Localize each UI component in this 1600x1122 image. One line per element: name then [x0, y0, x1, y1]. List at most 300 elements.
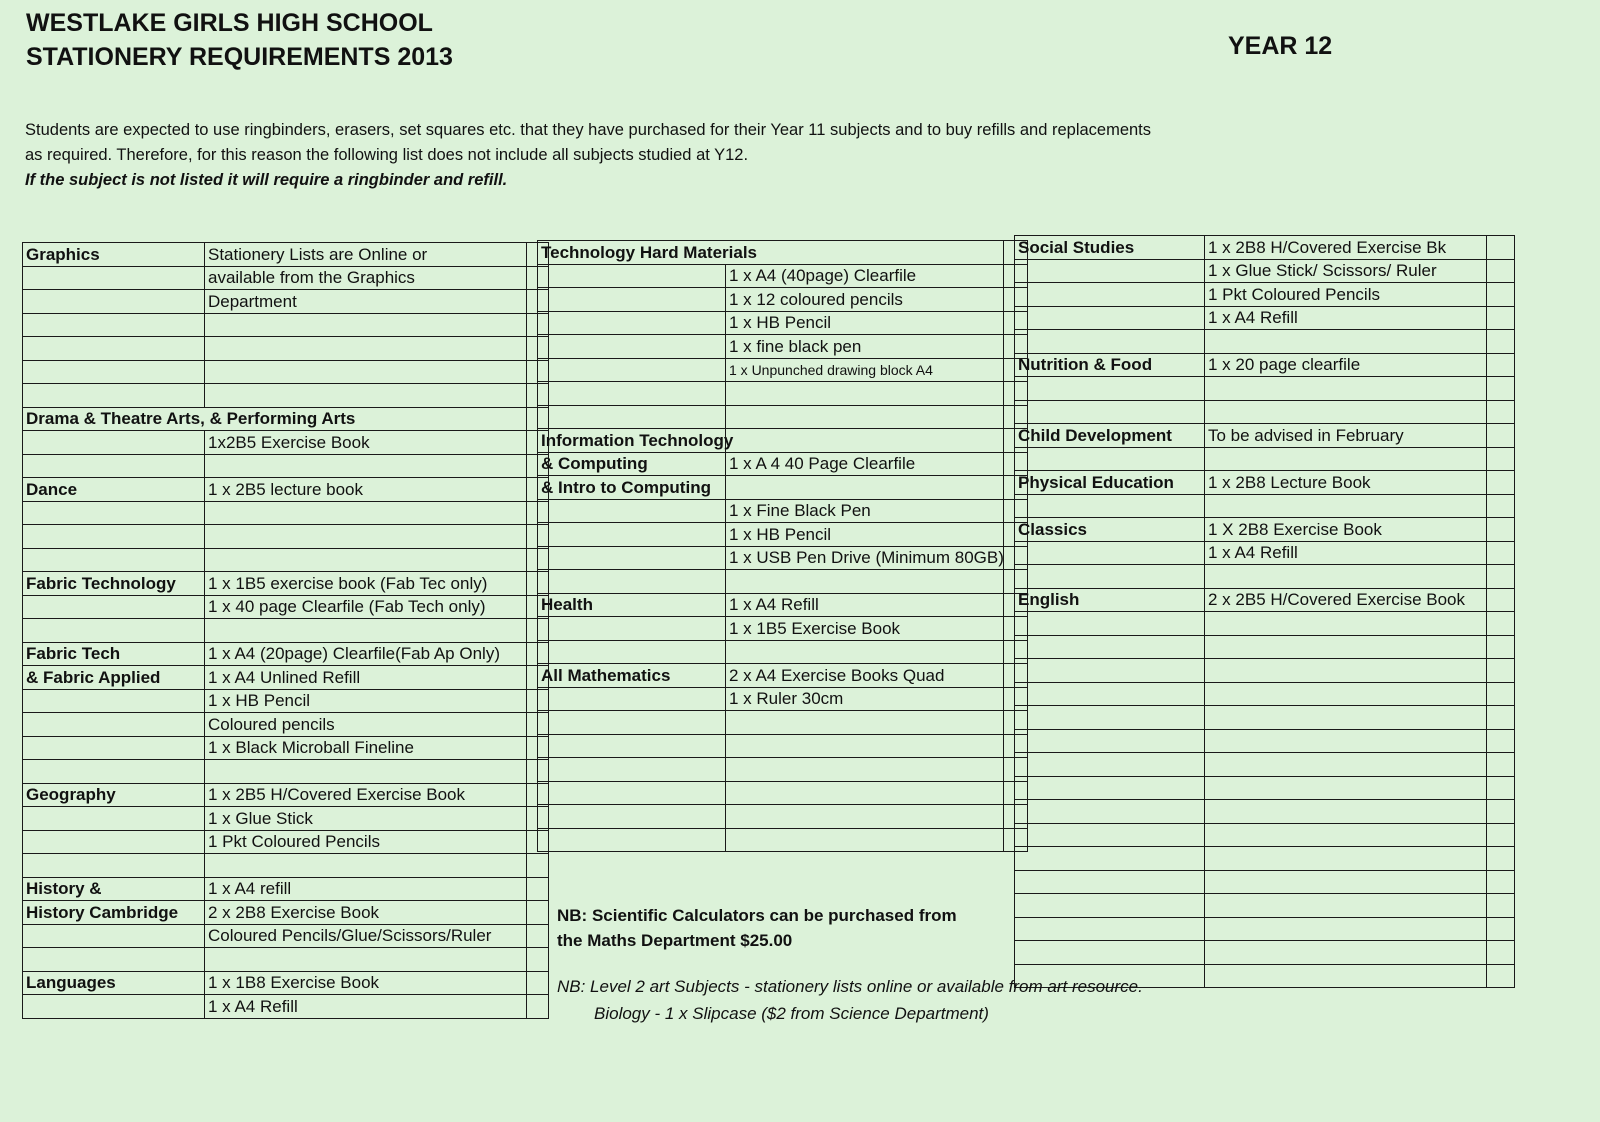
table-row	[1015, 306, 1515, 330]
blank-cell	[1487, 565, 1515, 589]
table-row	[538, 499, 1028, 523]
table-row	[23, 548, 549, 572]
subject-cell	[1015, 894, 1205, 918]
table-row	[23, 360, 549, 384]
blank-cell	[1487, 870, 1515, 894]
subject-cell	[1015, 917, 1205, 941]
intro-line-1: Students are expected to use ringbinders, erasers, set squares etc. that they have purchased for their Year 11 subjects and to buy refills and replacements	[25, 121, 1152, 139]
item-cell: 1 Pkt Coloured Pencils	[205, 830, 527, 854]
subject-cell	[1015, 306, 1205, 330]
table-row	[1015, 259, 1515, 283]
item-cell	[726, 570, 1004, 594]
item-cell	[726, 781, 1004, 805]
subject-cell	[23, 313, 205, 337]
subject-cell	[538, 523, 726, 547]
table-row	[1015, 612, 1515, 636]
item-cell: 1 x 2B5 H/Covered Exercise Book	[205, 783, 527, 807]
item-cell: 1 x Ruler 30cm	[726, 687, 1004, 711]
item-cell	[1205, 494, 1487, 518]
table-row	[1015, 283, 1515, 307]
table-row	[23, 924, 549, 948]
item-cell: 1 x USB Pen Drive (Minimum 80GB)	[726, 546, 1004, 570]
item-cell: 2 x 2B8 Exercise Book	[205, 901, 527, 925]
table-row	[1015, 682, 1515, 706]
table-row	[1015, 635, 1515, 659]
subject-cell	[538, 358, 726, 382]
table-row	[23, 689, 549, 713]
item-cell	[205, 948, 527, 972]
blank-cell	[527, 877, 549, 901]
item-cell: 2 x A4 Exercise Books Quad	[726, 664, 1004, 688]
table-row	[1015, 941, 1515, 965]
calculator-note-line-1: NB: Scientific Calculators can be purchased from	[557, 906, 957, 925]
item-cell	[1205, 635, 1487, 659]
table-row	[538, 335, 1028, 359]
item-cell	[1205, 330, 1487, 354]
table-row	[23, 407, 549, 431]
subject-cell: Dance	[23, 478, 205, 502]
subject-cell	[1015, 706, 1205, 730]
blank-cell	[1487, 588, 1515, 612]
item-cell	[1205, 400, 1487, 424]
subject-cell: & Intro to Computing	[538, 476, 726, 500]
subject-cell	[538, 758, 726, 782]
biology-note: Biology - 1 x Slipcase ($2 from Science Department)	[594, 1004, 989, 1023]
subject-cell	[23, 384, 205, 408]
table-row	[538, 758, 1028, 782]
subject-cell	[23, 854, 205, 878]
blank-cell	[1487, 847, 1515, 871]
table-row	[1015, 847, 1515, 871]
item-cell	[1205, 377, 1487, 401]
subject-cell	[538, 734, 726, 758]
item-cell: 1 x Glue Stick	[205, 807, 527, 831]
table-row	[1015, 518, 1515, 542]
subject-cell	[538, 828, 726, 852]
list-title: STATIONERY REQUIREMENTS 2013	[26, 43, 453, 71]
school-name: WESTLAKE GIRLS HIGH SCHOOL	[26, 9, 433, 37]
subject-cell	[23, 619, 205, 643]
table-row	[1015, 471, 1515, 495]
subject-cell	[538, 405, 726, 429]
table-row	[23, 572, 549, 596]
item-cell: 1 x A4 (20page) Clearfile(Fab Ap Only)	[205, 642, 527, 666]
item-cell	[205, 854, 527, 878]
table-row	[538, 288, 1028, 312]
table-row	[1015, 236, 1515, 260]
table-row	[538, 452, 1028, 476]
subject-cell: History &	[23, 877, 205, 901]
subject-cell: Technology Hard Materials	[538, 241, 1004, 265]
table-row	[538, 734, 1028, 758]
subject-cell: Health	[538, 593, 726, 617]
subject-cell	[1015, 729, 1205, 753]
intro-line-3: If the subject is not listed it will require a ringbinder and refill.	[25, 171, 508, 189]
subject-cell	[1015, 800, 1205, 824]
item-cell: 1 Pkt Coloured Pencils	[1205, 283, 1487, 307]
blank-cell	[1487, 353, 1515, 377]
subject-cell	[23, 454, 205, 478]
table-row	[23, 666, 549, 690]
item-cell: To be advised in February	[1205, 424, 1487, 448]
subject-cell	[1015, 870, 1205, 894]
item-cell: 1 x 2B8 Lecture Book	[1205, 471, 1487, 495]
subject-cell	[538, 335, 726, 359]
subject-cell	[1015, 635, 1205, 659]
table-row	[23, 877, 549, 901]
item-cell	[1205, 753, 1487, 777]
item-cell: 1 x 1B5 Exercise Book	[726, 617, 1004, 641]
blank-cell	[1487, 330, 1515, 354]
table-row	[23, 830, 549, 854]
item-cell: 1x2B5 Exercise Book	[205, 431, 527, 455]
item-cell: 1 X 2B8 Exercise Book	[1205, 518, 1487, 542]
table-row	[1015, 330, 1515, 354]
subject-cell	[23, 501, 205, 525]
blank-cell	[1487, 471, 1515, 495]
item-cell	[1205, 776, 1487, 800]
item-cell	[1205, 870, 1487, 894]
subject-cell	[538, 711, 726, 735]
table-row	[1015, 541, 1515, 565]
subject-cell: Child Development	[1015, 424, 1205, 448]
blank-cell	[1487, 753, 1515, 777]
table-row	[538, 781, 1028, 805]
table-row	[538, 241, 1028, 265]
blank-cell	[1487, 776, 1515, 800]
table-row	[23, 266, 549, 290]
table-row	[1015, 917, 1515, 941]
blank-cell	[1487, 917, 1515, 941]
subject-cell: Fabric Technology	[23, 572, 205, 596]
item-cell: Coloured pencils	[205, 713, 527, 737]
table-row	[1015, 776, 1515, 800]
table-row	[23, 454, 549, 478]
subject-cell	[23, 689, 205, 713]
item-cell: Department	[205, 290, 527, 314]
subject-cell: Geography	[23, 783, 205, 807]
art-note: NB: Level 2 art Subjects - stationery lists online or available from art resource.	[557, 977, 1143, 996]
subject-cell: Classics	[1015, 518, 1205, 542]
table-row	[1015, 588, 1515, 612]
subject-cell	[1015, 823, 1205, 847]
subjects-table-col2	[537, 240, 1028, 852]
item-cell: 1 x Black Microball Fineline	[205, 736, 527, 760]
item-cell	[205, 760, 527, 784]
table-row	[538, 617, 1028, 641]
subject-cell: History Cambridge	[23, 901, 205, 925]
subject-cell	[1015, 330, 1205, 354]
item-cell: 1 x 2B8 H/Covered Exercise Bk	[1205, 236, 1487, 260]
subject-cell	[538, 311, 726, 335]
item-cell: 1 x A 4 40 Page Clearfile	[726, 452, 1004, 476]
blank-cell	[527, 901, 549, 925]
subject-cell	[1015, 565, 1205, 589]
table-row	[23, 760, 549, 784]
table-row	[538, 828, 1028, 852]
item-cell: 1 x HB Pencil	[726, 311, 1004, 335]
subject-cell	[538, 805, 726, 829]
subject-cell	[23, 924, 205, 948]
item-cell: 2 x 2B5 H/Covered Exercise Book	[1205, 588, 1487, 612]
table-row	[538, 711, 1028, 735]
table-row	[1015, 353, 1515, 377]
table-row	[23, 642, 549, 666]
subject-cell	[23, 525, 205, 549]
item-cell: 1 x 2B5 lecture book	[205, 478, 527, 502]
subject-cell	[23, 807, 205, 831]
blank-cell	[1487, 306, 1515, 330]
subject-cell	[538, 640, 726, 664]
item-cell	[1205, 447, 1487, 471]
item-cell	[1205, 565, 1487, 589]
item-cell: 1 x A4 Refill	[205, 995, 527, 1019]
item-cell: 1 x 1B5 exercise book (Fab Tec only)	[205, 572, 527, 596]
item-cell: 1 x A4 Refill	[1205, 541, 1487, 565]
item-cell	[1205, 706, 1487, 730]
table-row	[1015, 706, 1515, 730]
subject-cell	[1015, 400, 1205, 424]
blank-cell	[1487, 964, 1515, 988]
table-row	[538, 476, 1028, 500]
subject-cell	[1015, 776, 1205, 800]
table-row	[1015, 659, 1515, 683]
item-cell	[726, 429, 1004, 453]
intro-line-2: as required. Therefore, for this reason the following list does not include all subjects studied at Y12.	[25, 146, 749, 164]
subject-cell: Languages	[23, 971, 205, 995]
table-row	[1015, 377, 1515, 401]
table-row	[23, 501, 549, 525]
item-cell	[205, 619, 527, 643]
subject-cell	[23, 713, 205, 737]
subject-cell	[23, 431, 205, 455]
subject-cell	[23, 736, 205, 760]
subject-cell: All Mathematics	[538, 664, 726, 688]
item-cell	[1205, 800, 1487, 824]
table-row	[1015, 894, 1515, 918]
item-cell: Coloured Pencils/Glue/Scissors/Ruler	[205, 924, 527, 948]
intro-text	[25, 118, 1325, 193]
item-cell: 1 x Glue Stick/ Scissors/ Ruler	[1205, 259, 1487, 283]
table-row	[23, 243, 549, 267]
subject-cell: Information Technology	[538, 429, 726, 453]
blank-cell	[1487, 823, 1515, 847]
subject-cell: Physical Education	[1015, 471, 1205, 495]
table-row	[538, 405, 1028, 429]
blank-cell	[1487, 424, 1515, 448]
item-cell: 1 x 20 page clearfile	[1205, 353, 1487, 377]
table-row	[23, 971, 549, 995]
table-row	[1015, 800, 1515, 824]
item-cell	[1205, 964, 1487, 988]
table-row	[23, 290, 549, 314]
item-cell: 1 x Unpunched drawing block A4	[726, 358, 1004, 382]
item-cell: available from the Graphics	[205, 266, 527, 290]
blank-cell	[1487, 800, 1515, 824]
table-row	[23, 807, 549, 831]
subject-cell	[23, 760, 205, 784]
item-cell	[1205, 823, 1487, 847]
subject-cell	[538, 570, 726, 594]
table-row	[1015, 447, 1515, 471]
subject-cell: Social Studies	[1015, 236, 1205, 260]
subject-cell	[23, 948, 205, 972]
subject-cell	[1015, 447, 1205, 471]
table-row	[23, 525, 549, 549]
table-row	[538, 429, 1028, 453]
item-cell	[1205, 729, 1487, 753]
item-cell: 1 x HB Pencil	[205, 689, 527, 713]
blank-cell	[527, 924, 549, 948]
blank-cell	[527, 854, 549, 878]
subject-cell	[23, 266, 205, 290]
item-cell: 1 x A4 Unlined Refill	[205, 666, 527, 690]
table-row	[538, 640, 1028, 664]
subject-cell	[1015, 682, 1205, 706]
blank-cell	[1487, 541, 1515, 565]
item-cell	[205, 548, 527, 572]
subject-cell	[1015, 941, 1205, 965]
table-row	[538, 546, 1028, 570]
item-cell: 1 x 12 coloured pencils	[726, 288, 1004, 312]
item-cell	[726, 828, 1004, 852]
item-cell: 1 x Fine Black Pen	[726, 499, 1004, 523]
blank-cell	[1487, 941, 1515, 965]
table-row	[538, 523, 1028, 547]
table-row	[538, 570, 1028, 594]
subject-cell	[538, 546, 726, 570]
subjects-table-col1	[22, 242, 549, 1019]
blank-cell	[527, 995, 549, 1019]
blank-cell	[527, 948, 549, 972]
item-cell	[205, 360, 527, 384]
item-cell: 1 x fine black pen	[726, 335, 1004, 359]
table-row	[1015, 753, 1515, 777]
subject-cell: Fabric Tech	[23, 642, 205, 666]
subject-cell	[538, 264, 726, 288]
blank-cell	[1487, 635, 1515, 659]
blank-cell	[1487, 659, 1515, 683]
table-row	[1015, 494, 1515, 518]
blank-cell	[1487, 377, 1515, 401]
subject-cell	[538, 382, 726, 406]
table-row	[23, 783, 549, 807]
blank-cell	[1487, 518, 1515, 542]
subject-cell: English	[1015, 588, 1205, 612]
item-cell	[726, 382, 1004, 406]
item-cell: Stationery Lists are Online or	[205, 243, 527, 267]
table-row	[538, 593, 1028, 617]
item-cell	[1205, 612, 1487, 636]
table-row	[1015, 870, 1515, 894]
item-cell	[726, 711, 1004, 735]
table-row	[23, 995, 549, 1019]
subject-cell	[1015, 753, 1205, 777]
subject-cell: & Fabric Applied	[23, 666, 205, 690]
item-cell	[205, 454, 527, 478]
table-row	[1015, 823, 1515, 847]
table-row	[1015, 400, 1515, 424]
table-row	[538, 382, 1028, 406]
document-title	[26, 6, 453, 74]
blank-cell	[1487, 612, 1515, 636]
item-cell	[726, 476, 1004, 500]
item-cell	[726, 734, 1004, 758]
table-row	[23, 478, 549, 502]
subject-cell	[538, 781, 726, 805]
subject-cell	[23, 290, 205, 314]
blank-cell	[1487, 400, 1515, 424]
year-label: YEAR 12	[1228, 32, 1333, 60]
item-cell: 1 x HB Pencil	[726, 523, 1004, 547]
item-cell: 1 x 40 page Clearfile (Fab Tech only)	[205, 595, 527, 619]
table-row	[23, 337, 549, 361]
subjects-table-col3	[1014, 235, 1515, 988]
blank-cell	[1487, 894, 1515, 918]
subject-cell: & Computing	[538, 452, 726, 476]
item-cell	[205, 525, 527, 549]
item-cell: 1 x A4 (40page) Clearfile	[726, 264, 1004, 288]
item-cell: 1 x A4 Refill	[726, 593, 1004, 617]
item-cell: 1 x 1B8 Exercise Book	[205, 971, 527, 995]
table-row	[1015, 565, 1515, 589]
table-row	[23, 901, 549, 925]
table-row	[23, 384, 549, 408]
subject-cell: Nutrition & Food	[1015, 353, 1205, 377]
table-row	[23, 313, 549, 337]
item-cell	[1205, 659, 1487, 683]
item-cell	[1205, 847, 1487, 871]
calculator-note-line-2: the Maths Department $25.00	[557, 931, 793, 950]
subject-cell	[1015, 612, 1205, 636]
item-cell: 1 x A4 refill	[205, 877, 527, 901]
item-cell	[1205, 941, 1487, 965]
subject-cell	[1015, 377, 1205, 401]
table-row	[1015, 424, 1515, 448]
item-cell	[726, 758, 1004, 782]
table-row	[23, 619, 549, 643]
subject-cell	[1015, 541, 1205, 565]
item-cell	[205, 501, 527, 525]
blank-cell	[1487, 447, 1515, 471]
subject-cell	[23, 830, 205, 854]
table-row	[538, 805, 1028, 829]
subject-cell: Graphics	[23, 243, 205, 267]
table-row	[23, 854, 549, 878]
blank-cell	[1487, 494, 1515, 518]
subject-cell	[23, 360, 205, 384]
subject-cell	[538, 687, 726, 711]
table-row	[23, 431, 549, 455]
item-cell	[205, 384, 527, 408]
table-row	[23, 595, 549, 619]
subject-cell	[1015, 494, 1205, 518]
blank-cell	[1487, 729, 1515, 753]
blank-cell	[1487, 259, 1515, 283]
table-row	[538, 311, 1028, 335]
table-row	[23, 948, 549, 972]
subject-cell	[538, 288, 726, 312]
item-cell	[1205, 894, 1487, 918]
subject-cell	[23, 337, 205, 361]
table-row	[23, 713, 549, 737]
subject-cell	[23, 995, 205, 1019]
subject-cell	[1015, 259, 1205, 283]
item-cell	[726, 805, 1004, 829]
table-row	[538, 264, 1028, 288]
subject-cell: Drama & Theatre Arts, & Performing Arts	[23, 407, 527, 431]
blank-cell	[527, 971, 549, 995]
